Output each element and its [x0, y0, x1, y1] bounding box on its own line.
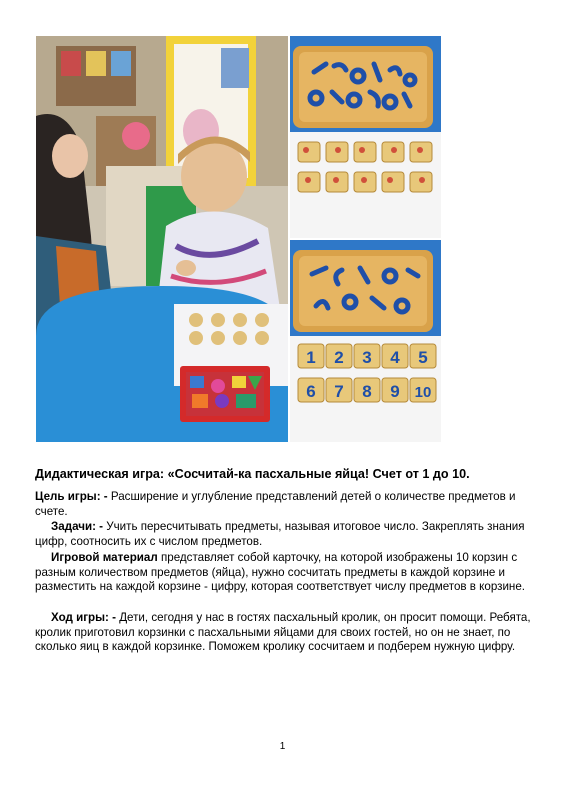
photo-digit: 4: [390, 348, 400, 367]
photo-baskets-with-digits: [290, 240, 441, 442]
goal-label: Цель игры: -: [35, 490, 108, 503]
photo-digit: 10: [414, 384, 432, 401]
material-label: Игровой материал: [51, 551, 158, 564]
page-number: 1: [279, 741, 286, 752]
photo-teacher-child: [36, 36, 288, 442]
photo-digit: 5: [418, 348, 428, 367]
progress-text: Дети, сегодня у нас в гостях пасхальный кролик, он просит помощи. Ребята, кролик приготовил корзинки с пасхальными яйцами для своих гостей, но он не знает, по сколько яиц в каждой корзинке. Поможем кролику сосчитаем и подберем нужную цифру.: [35, 611, 531, 654]
tasks-text: Учить пересчитывать предметы, называя итоговое число. Закреплять знания цифр, соотносить их с числом предметов.: [35, 520, 525, 548]
photo-digit: 6: [306, 382, 316, 401]
progress-paragraph: [35, 611, 535, 655]
tasks-label: Задачи: -: [51, 520, 104, 533]
photo-digit: 2: [334, 348, 344, 367]
photo-digit: 7: [334, 382, 344, 401]
page-title: Дидактическая игра: «Сосчитай-ка пасхальные яйца! Счет от 1 до 10.: [35, 467, 470, 481]
photo-tray-scattered-digits: [290, 36, 441, 238]
photo-digit: 3: [362, 348, 372, 367]
photo-digit: 8: [362, 382, 372, 401]
photo-digit: 1: [306, 348, 316, 367]
tasks-paragraph: [35, 520, 535, 549]
photo-digit: 9: [390, 382, 400, 401]
goal-text: Расширение и углубление представлений детей о количестве предметов и счете.: [35, 490, 516, 518]
material-paragraph: [35, 551, 535, 595]
goal-paragraph: [35, 490, 535, 519]
progress-label: Ход игры: -: [51, 611, 116, 624]
material-text: представляет собой карточку, на которой изображены 10 корзин с разным количеством предметов (яйца), нужно сосчитать предметы в каждой корзине и разместить на каждой корзине - цифру, которая соответствует числу предметов в корзине.: [35, 551, 526, 594]
